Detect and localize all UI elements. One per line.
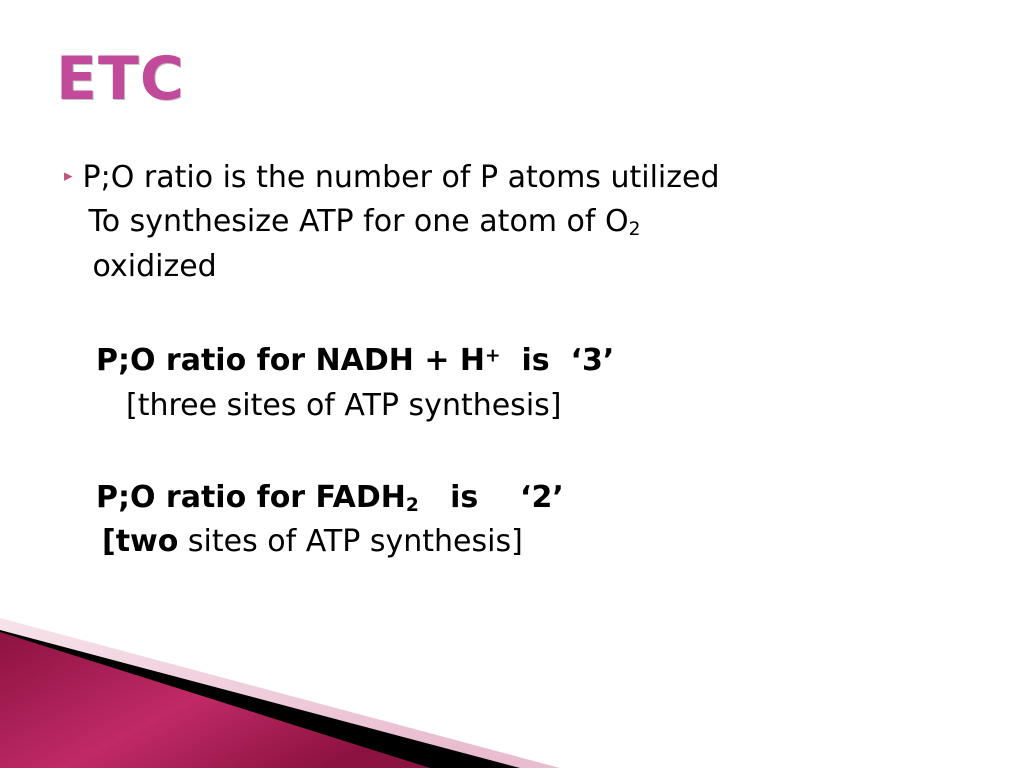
page-title: ETC [56, 44, 185, 114]
statement-2-detail-bold: [two [102, 524, 179, 560]
slide-body [64, 156, 964, 565]
bullet-arrow-icon: ▸ [64, 166, 73, 186]
bullet-line-1: P;O ratio is the number of P atoms utilized [82, 160, 720, 195]
bullet-text [83, 156, 720, 289]
decoration-band-black [0, 630, 520, 768]
bullet-line-3: oxidized [92, 248, 217, 284]
statement-1-detail: [three sites of ATP synthesis] [126, 387, 562, 423]
superscript-plus: + [485, 345, 501, 367]
list-item [64, 156, 964, 289]
decoration-band-light [0, 618, 560, 768]
corner-decoration [0, 608, 560, 768]
spacer [64, 289, 964, 339]
subscript-2: 2 [628, 219, 641, 241]
statement-1-heading: P;O ratio for NADH + H+ is ‘3’ [96, 343, 615, 379]
bullet-line-2: To synthesize ATP for one atom of $O_2$ [88, 204, 641, 241]
decoration-band-dark [0, 632, 430, 768]
spacer [64, 428, 964, 476]
statement-2-heading: P;O ratio for $FADH_2$ is ‘2’ [96, 479, 564, 517]
statement-2-detail [64, 520, 964, 564]
subscript-2: 2 [405, 495, 419, 517]
statement-2-detail-rest: sites of ATP synthesis] [178, 524, 523, 560]
